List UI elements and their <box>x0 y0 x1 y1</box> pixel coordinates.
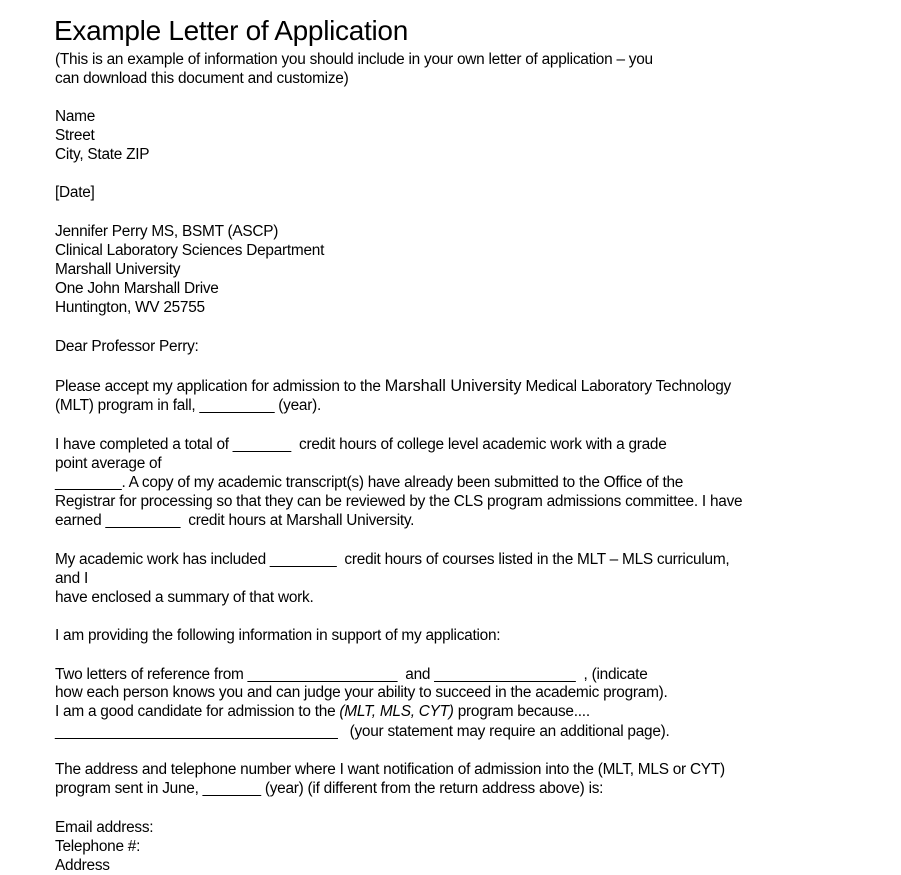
text: I am a good candidate for admission to the <box>55 703 340 720</box>
document-title: Example Letter of Application <box>54 15 408 46</box>
paragraph-line: and I <box>55 570 88 587</box>
subtitle-line: can download this document and customize) <box>55 70 349 87</box>
text: Medical Laboratory Technology <box>521 378 731 395</box>
paragraph-line: ________. A copy of my academic transcript(s) have already been submitted to the Office of the <box>55 474 684 491</box>
recipient-line: Clinical Laboratory Sciences Department <box>55 242 325 259</box>
paragraph-line: __________________________________ (your statement may require an additional page). <box>55 723 670 740</box>
paragraph-line: I am providing the following information in support of my application: <box>55 627 501 644</box>
recipient-line: Huntington, WV 25755 <box>55 299 205 316</box>
paragraph-line: program sent in June, _______ (year) (if different from the return address above) is: <box>55 780 604 797</box>
sender-street: Street <box>55 127 95 144</box>
program-options: (MLT, MLS, CYT) <box>339 703 454 720</box>
paragraph-line: I have completed a total of _______ credit hours of college level academic work with a grade <box>55 436 667 453</box>
recipient-line: Marshall University <box>55 261 181 278</box>
sender-name: Name <box>55 108 96 125</box>
recipient-line: One John Marshall Drive <box>55 280 219 297</box>
sender-city: City, State ZIP <box>55 146 150 163</box>
paragraph-line: The address and telephone number where I want notification of admission into the (MLT, MLS or CYT) <box>55 761 725 778</box>
contact-telephone-label: Telephone #: <box>55 838 141 855</box>
paragraph-line: how each person knows you and can judge your ability to succeed in the academic program). <box>55 684 668 701</box>
recipient-line: Jennifer Perry MS, BSMT (ASCP) <box>55 223 279 240</box>
paragraph-line <box>55 702 590 721</box>
text: Please accept my application for admission to the <box>55 378 385 395</box>
paragraph-line: My academic work has included ________ credit hours of courses listed in the MLT – MLS curriculum, <box>55 551 730 568</box>
date-placeholder: [Date] <box>55 184 95 201</box>
contact-address-label: Address <box>55 857 110 874</box>
salutation: Dear Professor Perry: <box>55 338 199 355</box>
university-name: Marshall University <box>384 377 522 395</box>
paragraph-line: (MLT) program in fall, _________ (year). <box>55 397 322 414</box>
text: program because.... <box>453 703 590 720</box>
paragraph-line: Registrar for processing so that they can be reviewed by the CLS program admissions committee. I have <box>55 493 743 510</box>
paragraph-line: earned _________ credit hours at Marshall University. <box>55 512 415 529</box>
contact-email-label: Email address: <box>55 819 154 836</box>
paragraph-line: point average of <box>55 455 162 472</box>
subtitle-line: (This is an example of information you should include in your own letter of application – you <box>55 51 653 68</box>
paragraph-line <box>55 377 731 396</box>
paragraph-line: Two letters of reference from __________________ and _________________ , (indicate <box>55 666 648 683</box>
paragraph-line: have enclosed a summary of that work. <box>55 589 314 606</box>
